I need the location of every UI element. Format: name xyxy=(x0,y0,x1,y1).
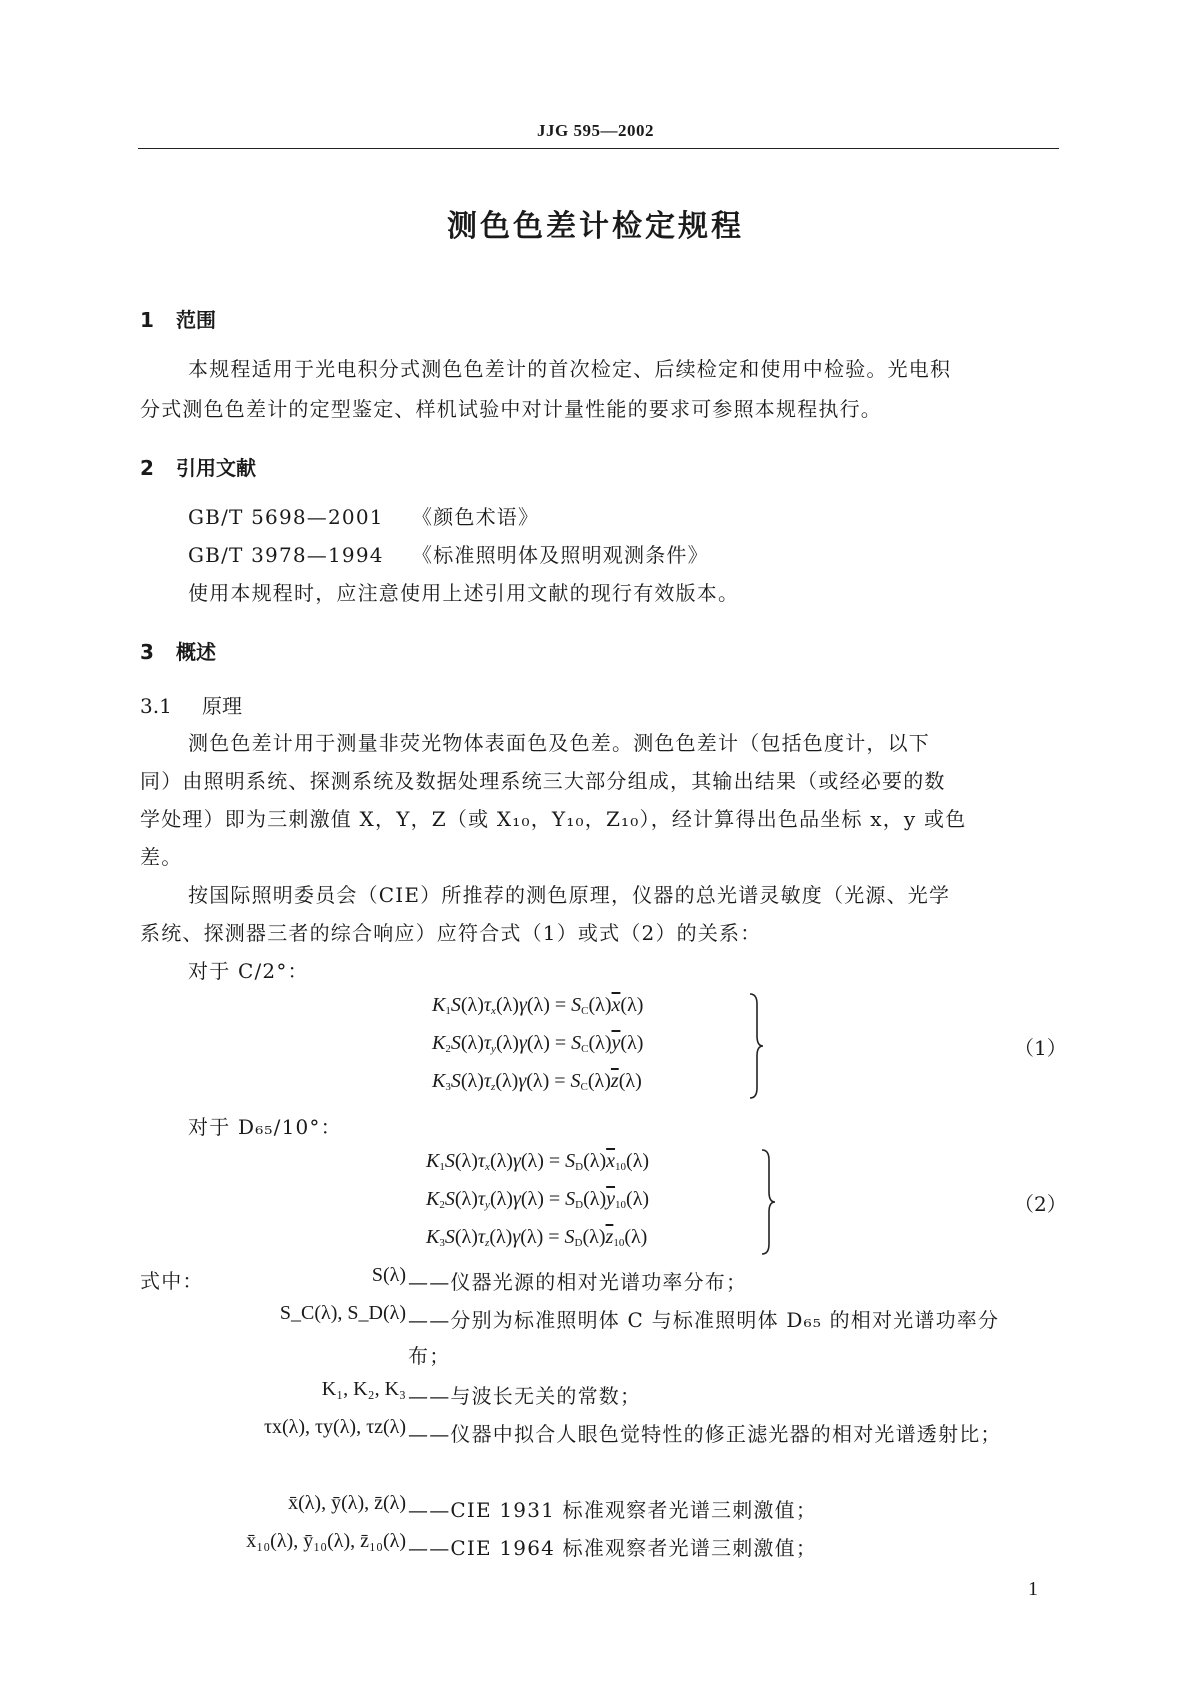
equation-2c: $K_3S(\lambda)\tau_z(\lambda)\gamma(\lambda) = S_D(\lambda)\overline{z}_{10}(\lambda)$ xyxy=(426,1226,648,1249)
definition-text: ——CIE 1931 标准观察者光谱三刺激值； xyxy=(408,1498,818,1522)
reference-code: GB/T 3978—1994 xyxy=(188,543,384,567)
definition-term: S(λ) xyxy=(371,1264,406,1286)
section-number: 3 xyxy=(140,640,154,664)
equation-1-number: （1） xyxy=(1014,1036,1067,1060)
section-title: 概述 xyxy=(176,640,216,664)
reference-item xyxy=(188,538,709,572)
reference-item xyxy=(188,500,539,534)
section-title: 范围 xyxy=(176,308,216,332)
definition-term: S_C(λ), S_D(λ) xyxy=(279,1302,406,1324)
definition-text: ——分别为标准照明体 C 与标准照明体 D₆₅ 的相对光谱功率分布； xyxy=(408,1308,1000,1368)
section-1-line-1: 本规程适用于光电积分式测色色差计的首次检定、后续检定和使用中检验。光电积 xyxy=(188,357,952,381)
definition-text: ——与波长无关的常数； xyxy=(408,1384,642,1408)
section-3-heading xyxy=(140,636,216,665)
reference-code: GB/T 5698—2001 xyxy=(188,505,384,529)
cie-line-1: 按国际照明委员会（CIE）所推荐的测色原理，仪器的总光谱灵敏度（光源、光学 xyxy=(188,883,951,907)
section-2-heading xyxy=(140,452,256,481)
section-number: 2 xyxy=(140,456,154,480)
right-brace-1 xyxy=(748,992,766,1100)
definition-text: ——仪器中拟合人眼色觉特性的修正滤光器的相对光谱透射比； xyxy=(408,1422,1002,1446)
principle-line-4: 差。 xyxy=(140,845,183,869)
definition-text: ——仪器光源的相对光谱功率分布； xyxy=(408,1270,748,1294)
page-number: 1 xyxy=(1028,1578,1038,1600)
equation-1a: $K_1S(\lambda)\tau_x(\lambda)\gamma(\lambda) = S_C(\lambda)\overline{x}(\lambda)$ xyxy=(432,994,644,1017)
principle-line-1: 测色色差计用于测量非荧光物体表面色及色差。测色色差计（包括色度计，以下 xyxy=(188,731,930,755)
equation-2b: $K_2S(\lambda)\tau_y(\lambda)\gamma(\lambda) = S_D(\lambda)\overline{y}_{10}(\lambda)$ xyxy=(426,1188,650,1211)
standard-code-header: JJG 595—2002 xyxy=(537,121,654,140)
right-brace-2 xyxy=(760,1148,778,1256)
equation-1b: $K_2S(\lambda)\tau_y(\lambda)\gamma(\lambda) = S_C(\lambda)\overline{y}(\lambda)$ xyxy=(432,1032,644,1055)
definition-term: x̄₁₀(λ), ȳ₁₀(λ), z̄₁₀(λ) xyxy=(246,1530,406,1552)
condition-c-2: 对于 C/2°： xyxy=(188,959,309,983)
section-1-line-2: 分式测色色差计的定型鉴定、样机试验中对计量性能的要求可参照本规程执行。 xyxy=(140,397,882,421)
definition-term: τx(λ), τy(λ), τz(λ) xyxy=(263,1416,406,1438)
section-1-heading xyxy=(140,304,216,333)
reference-name: 《标准照明体及照明观测条件》 xyxy=(412,543,709,567)
definition-term: K₁, K₂, K₃ xyxy=(321,1378,406,1400)
definition-term: x̄(λ), ȳ(λ), z̄(λ) xyxy=(288,1492,406,1514)
principle-line-2: 同）由照明系统、探测系统及数据处理系统三大部分组成，其输出结果（或经必要的数 xyxy=(140,769,946,793)
equation-1c: $K_3S(\lambda)\tau_z(\lambda)\gamma(\lambda) = S_C(\lambda)\overline{z}(\lambda)$ xyxy=(432,1070,642,1093)
equation-2-number: （2） xyxy=(1014,1192,1067,1216)
section-number: 1 xyxy=(140,308,154,332)
principle-line-3: 学处理）即为三刺激值 X，Y，Z（或 X₁₀，Y₁₀，Z₁₀），经计算得出色品坐标 x，y 或色 xyxy=(140,807,967,831)
subsection-title: 原理 xyxy=(202,694,242,718)
header-rule xyxy=(138,148,1059,149)
condition-d65-10: 对于 D₆₅/10°： xyxy=(188,1115,342,1139)
cie-line-2: 系统、探测器三者的综合响应）应符合式（1）或式（2）的关系： xyxy=(140,921,762,945)
subsection-3-1-heading xyxy=(140,690,242,719)
subsection-number: 3.1 xyxy=(140,694,172,718)
where-label: 式中： xyxy=(140,1269,204,1293)
equation-2a: $K_1S(\lambda)\tau_x(\lambda)\gamma(\lambda) = S_D(\lambda)\overline{x}_{10}(\lambda)$ xyxy=(426,1150,650,1173)
definition-text: ——CIE 1964 标准观察者光谱三刺激值； xyxy=(408,1536,818,1560)
reference-name: 《颜色术语》 xyxy=(412,505,540,529)
reference-note: 使用本规程时，应注意使用上述引用文献的现行有效版本。 xyxy=(188,581,740,605)
section-title: 引用文献 xyxy=(176,456,256,480)
document-title: 测色色差计检定规程 xyxy=(447,209,744,244)
